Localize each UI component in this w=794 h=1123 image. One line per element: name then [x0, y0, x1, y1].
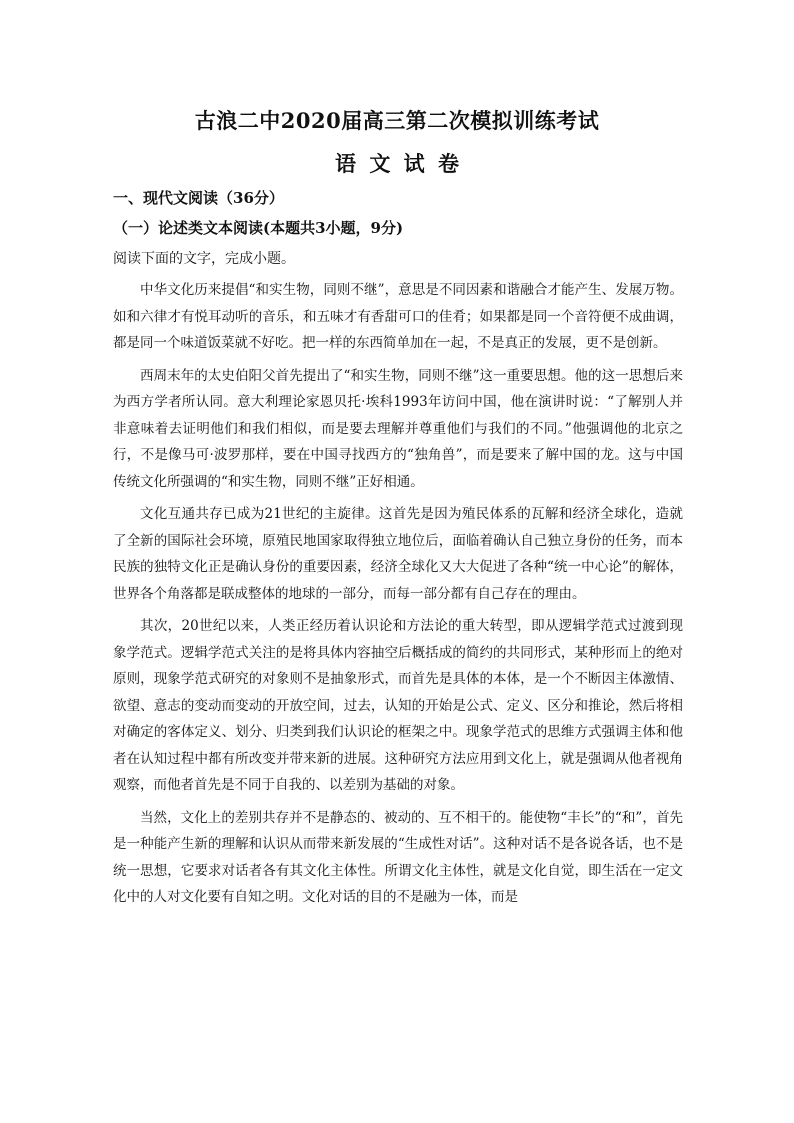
sub-section-heading: （一）论述类文本阅读(本题共3小题，9分): [113, 219, 404, 237]
passage-paragraph-2: 西周末年的太史伯阳父首先提出了“和实生物，同则不继”这一重要思想。他的这一思想后来为西方学者所认同。意大利理论家恩贝托·埃科1993年访问中国，他在演讲时说：“了解别人并非意味着去证明他们和我们相似，而是要去理解并尊重他们与我们的不同。”他强调他的北京之行，不是像马可·波罗那样，要在中国寻找西方的“独角兽”，而是要来了解中国的龙。这与中国传统文化所强调的“和实生物，同则不继”正好相通。: [113, 367, 683, 490]
passage-paragraph-3: 文化互通共存已成为21世纪的主旋律。这首先是因为殖民体系的瓦解和经济全球化，造就了全新的国际社会环境，原殖民地国家取得独立地位后，面临着确认自己独立身份的任务，而本民族的独特文化正是确认身份的重要因素，经济全球化又大大促进了各种“统一中心论”的解体，世界各个角落都是联成整体的地球的一部分，而每一部分都有自己存在的理由。: [113, 506, 683, 602]
passage-paragraph-4: 其次，20世纪以来，人类正经历着认识论和方法论的重大转型，即从逻辑学范式过渡到现象学范式。逻辑学范式关注的是将具体内容抽空后概括成的简约的共同形式，某种形而上的绝对原则，现象学范式研究的对象则不是抽象形式，而首先是具体的本体，是一个不断因主体激情、欲望、意志的变动而变动的开放空间，过去，认知的开始是公式、定义、区分和推论，然后将相对确定的客体定义、划分、归类到我们认识论的框架之中。现象学范式的思维方式强调主体和他者在认知过程中都有所改变并带来新的进展。这种研究方法应用到文化上，就是强调从他者视角观察，而他者首先是不同于自我的、以差别为基础的对象。: [113, 618, 683, 793]
reading-instruction: 阅读下面的文字，完成小题。: [113, 251, 295, 267]
passage-paragraph-1: 中华文化历来提倡“和实生物，同则不继”，意思是不同因素和谐融合才能产生、发展万物。如和六律才有悦耳动听的音乐，和五味才有香甜可口的佳肴；如果都是同一个音符便不成曲调，都是同一个味道饭菜就不好吃。把一样的东西简单加在一起，不是真正的发展，更不是创新。: [113, 282, 683, 351]
exam-title: 古浪二中2020届高三第二次模拟训练考试: [194, 108, 600, 133]
reading-passage: [113, 277, 683, 917]
section-heading: 一、现代文阅读（36分）: [113, 189, 284, 207]
exam-subtitle: 语 文 试 卷: [335, 151, 459, 176]
passage-paragraph-5: 当然，文化上的差别共存并不是静态的、被动的、互不相干的。能使物“丰长”的“和”，首先是一种能产生新的理解和认识从而带来新发展的“生成性对话”。这种对话不是各说各话，也不是统一思想，它要求对话者各有其文化主体性。所谓文化主体性，就是文化自觉，即生活在一定文化中的人对文化要有自知之明。文化对话的目的不是融为一体，而是: [113, 809, 683, 905]
